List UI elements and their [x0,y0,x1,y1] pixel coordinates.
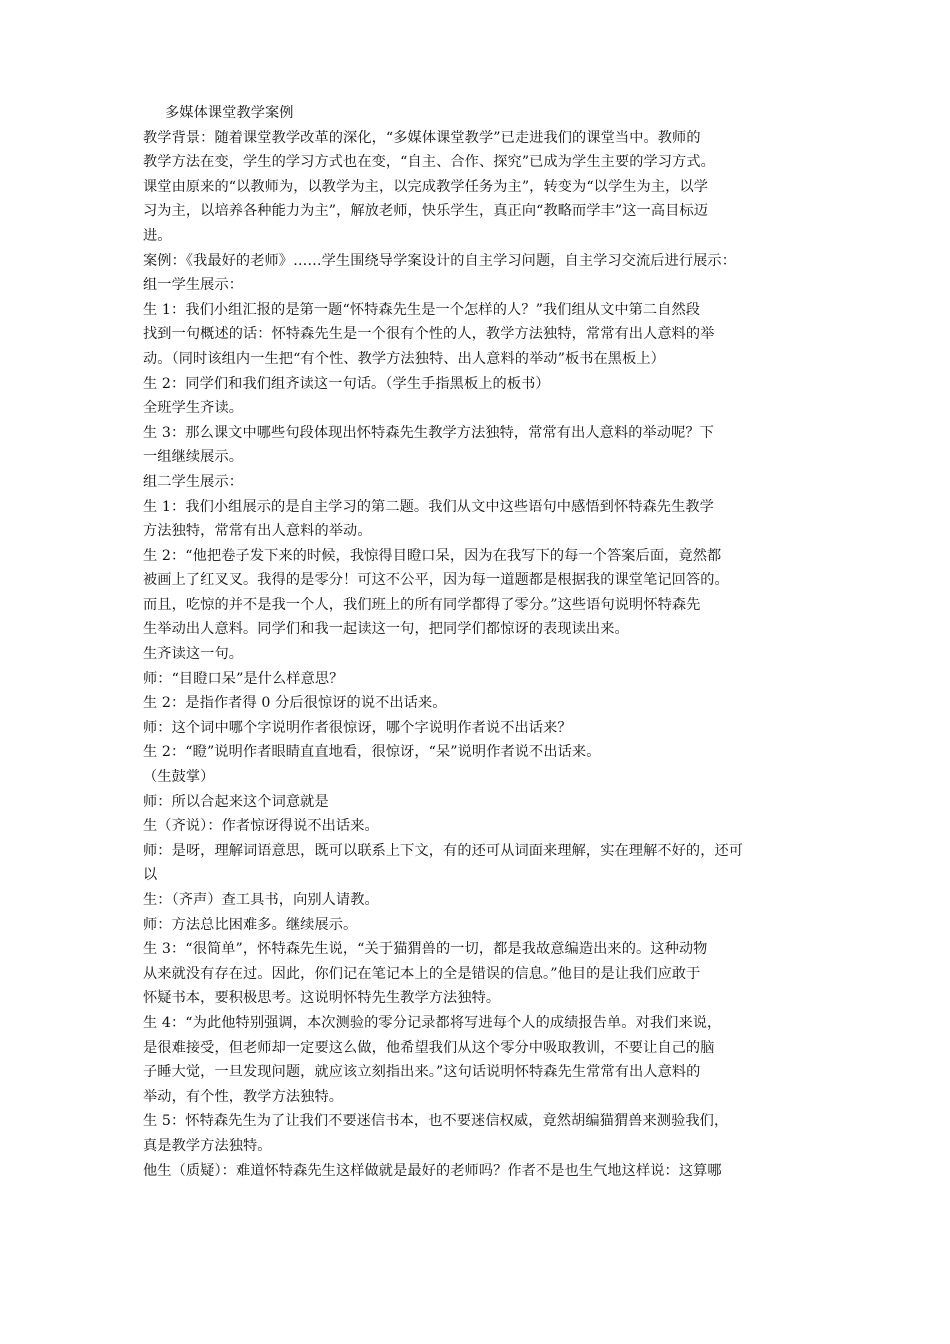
text-line: （生鼓掌） [143,769,215,786]
text-line: 生：（齐声）查工具书，向别人请教。 [143,892,379,908]
text-line: 生 5：怀特森先生为了让我们不要迷信书本，也不要迷信权威，竟然胡编猫猬兽来测验我们， [143,1113,729,1130]
text-line: 师：是呀，理解词语意思，既可以联系上下文，有的还可从词面来理解，实在理解不好的，还可 [143,842,744,859]
document-body [143,101,815,1183]
text-line: 真是教学方法独特。 [143,1137,272,1154]
text-line: 案例：《我最好的老师》……学生围绕导学案设计的自主学习问题，自主学习交流后进行展示： [143,252,736,269]
text-line: 师：所以合起来这个词意就是 [143,793,329,810]
text-line: 进。 [143,227,172,244]
text-line: 被画上了红叉叉。我得的是零分！可这不公平，因为每一道题都是根据我的课堂笔记回答的。 [143,572,729,589]
text-line: 师：方法总比困难多。继续展示。 [143,916,358,933]
text-line: 生 3：那么课文中哪些句段体现出怀特森先生教学方法独特，常常有出人意料的举动呢？下 [143,424,714,441]
text-line: 师：“目瞪口呆”是什么样意思？ [143,670,344,687]
text-line: 生 4：“为此他特别强调，本次测验的零分记录都将写进每个人的成绩报告单。对我们来说， [143,1014,722,1031]
text-line: 生 2：是指作者得 0 分后很惊讶的说不出话来。 [143,695,447,712]
text-line: 是很难接受，但老师却一定要这么做，他希望我们从这个零分中吸取教训，不要让自己的脑 [143,1039,715,1056]
text-line: 生举动出人意料。同学们和我一起读这一句，把同学们都惊讶的表现读出来。 [143,621,629,638]
text-line: 课堂由原来的“以教师为，以教学为主，以完成教学任务为主”，转变为“以学生为主，以学 [143,178,708,195]
text-line: 怀疑书本，要积极思考。这说明怀特先生教学方法独特。 [143,990,501,1007]
text-line: 全班学生齐读。 [143,400,244,417]
text-line: 生 2：“他把卷子发下来的时候，我惊得目瞪口呆，因为在我写下的每一个答案后面，竟然都 [143,547,722,564]
text-line: 举动，有个性，教学方法独特。 [143,1088,344,1105]
text-line: 从来就没有存在过。因此，你们记在笔记本上的全是错误的信息。”他目的是让我们应敢于 [143,965,701,982]
text-line: 方法独特，常常有出人意料的举动。 [143,523,372,540]
text-line: 生（齐说）：作者惊讶得说不出话来。 [143,818,379,835]
text-line: 而且，吃惊的并不是我一个人，我们班上的所有同学都得了零分。”这些语句说明怀特森先 [143,596,701,613]
text-line: 以 [143,867,158,884]
text-line: 生 2：同学们和我们组齐读这一句话。（学生手指黑板上的板书） [143,375,550,392]
text-line: 动。（同时该组内一生把“有个性、教学方法独特、出人意料的举动”板书在黑板上） [143,350,665,367]
document-title: 多媒体课堂教学案例 [165,105,294,121]
text-line: 教学背景：随着课堂教学改革的深化，“多媒体课堂教学”已走进我们的课堂当中。教师的 [143,129,701,146]
text-line: 生 1：我们小组展示的是自主学习的第二题。我们从文中这些语句中感悟到怀特森先生教学 [143,498,714,515]
text-line: 教学方法在变，学生的学习方式也在变，“自主、合作、探究”已成为学生主要的学习方式。 [143,154,715,171]
text-line: 他生（质疑）：难道怀特森先生这样做就是最好的老师吗？作者不是也生气地这样说：这算哪 [143,1162,722,1179]
text-line: 习为主，以培养各种能力为主”，解放老师，快乐学生，真正向“教略而学丰”这一高目标迈 [143,203,708,220]
text-line: 生齐读这一句。 [143,646,244,663]
text-line: 生 3：“很简单”，怀特森先生说，“关于猫猬兽的一切，都是我故意编造出来的。这种动物 [143,941,708,958]
text-line: 一组继续展示。 [143,449,244,466]
text-line: 组二学生展示： [143,473,244,490]
text-line: 生 1：我们小组汇报的是第一题“怀特森先生是一个怎样的人？”我们组从文中第二自然段 [143,301,701,318]
text-line: 子睡大觉，一旦发现问题，就应该立刻指出来。”这句话说明怀特森先生常常有出人意料的 [143,1064,701,1081]
text-line: 组一学生展示： [143,277,244,294]
text-line: 师：这个词中哪个字说明作者很惊讶，哪个字说明作者说不出话来？ [143,719,572,736]
text-line: 生 2：“瞪”说明作者眼睛直直地看，很惊讶，“呆”说明作者说不出话来。 [143,744,601,761]
text-line: 找到一句概述的话：怀特森先生是一个很有个性的人，教学方法独特，常常有出人意料的举 [143,326,715,343]
